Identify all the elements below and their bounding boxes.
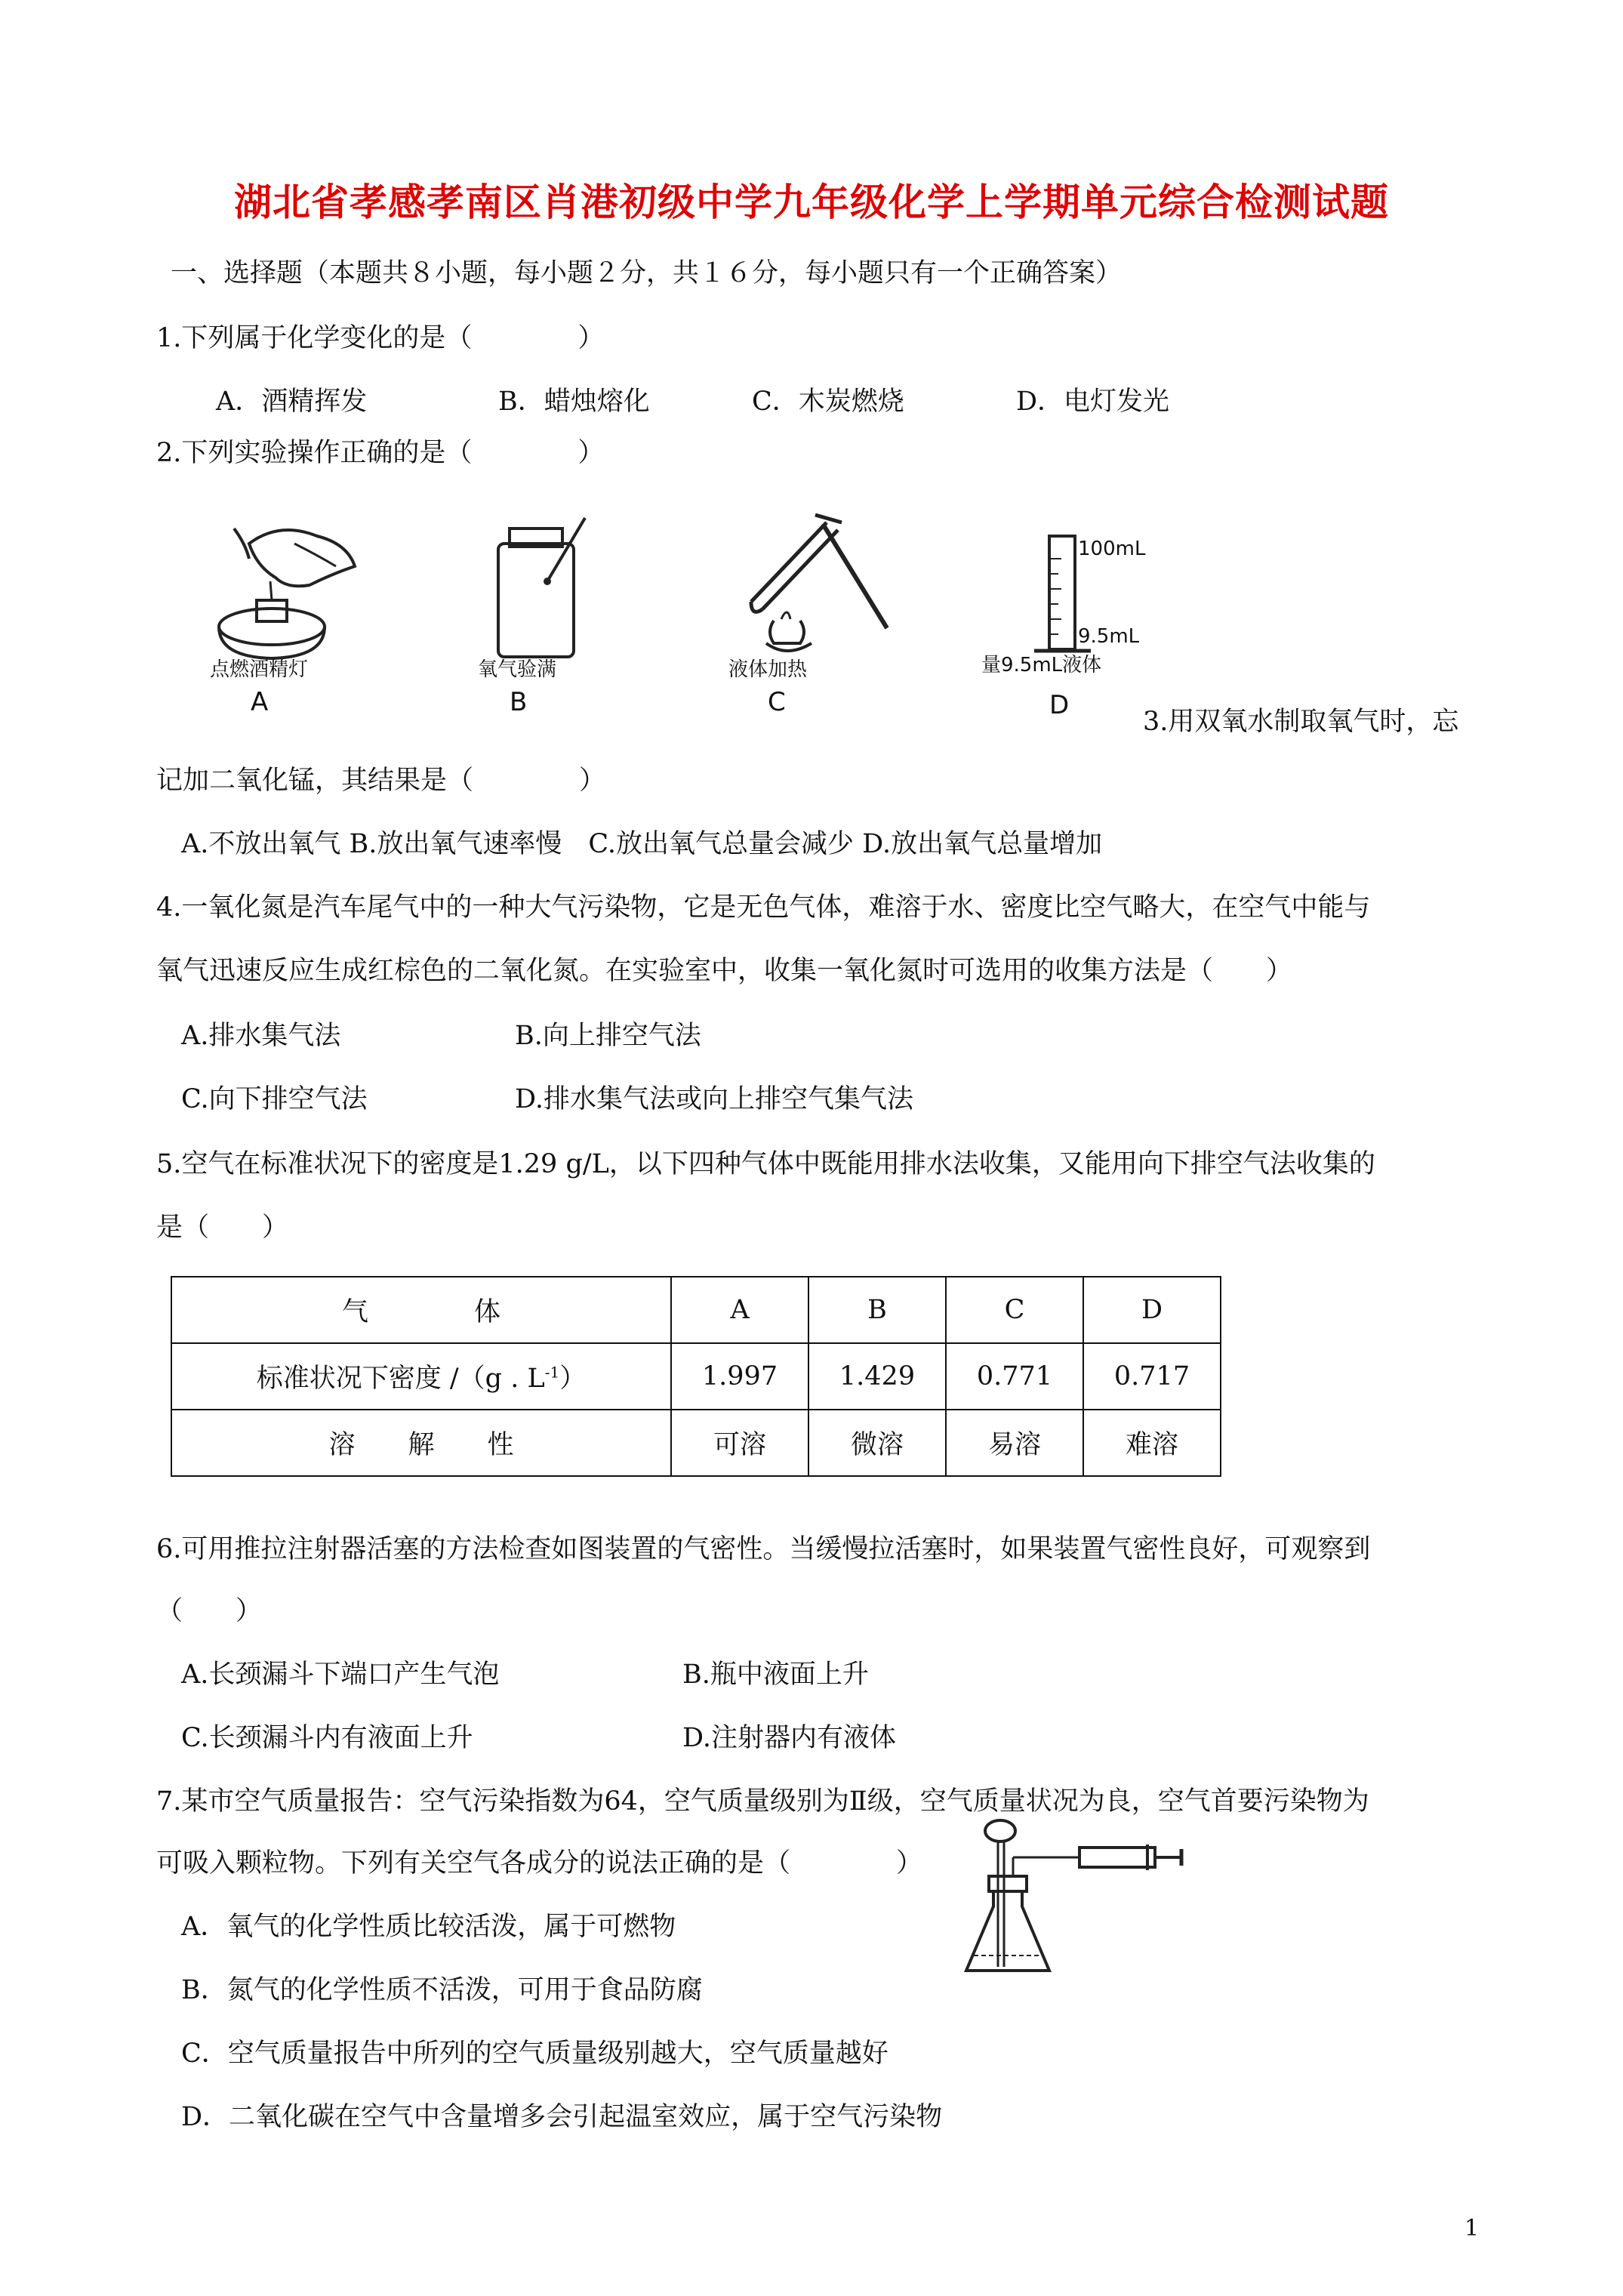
question-7-stem-line1: 7.某市空气质量报告：空气污染指数为64，空气质量级别为Ⅱ级，空气质量状况为良，空气首要污染物为 [156,1786,1369,1817]
question-5-stem-line2: 是（ ） [156,1213,289,1243]
question-4-option-b: B.向上排空气法 [515,1021,701,1051]
table-row [171,1410,1221,1476]
density-label-close: ） [559,1364,587,1394]
cylinder-top-label: 100mL [1078,538,1146,560]
figure-c-letter: C [768,687,786,717]
figure-a-caption: 点燃酒精灯 [210,658,309,681]
density-unit-exponent: -1 [544,1363,560,1382]
test-tube-heating-icon [728,507,902,666]
alcohol-lamp-icon [204,513,370,725]
table-cell: D [1083,1277,1221,1343]
table-cell: 1.997 [671,1343,808,1410]
question-7-option-b: B．氮气的化学性质不活泼，可用于食品防腐 [181,1975,703,2005]
question-7-option-d: D．二氧化碳在空气中含量增多会引起温室效应，属于空气污染物 [181,2102,943,2132]
question-6-stem-line2: （ ） [156,1596,263,1626]
page-number: 1 [1464,2215,1480,2242]
question-1-stem: 1.下列属于化学变化的是（ ） [156,323,605,353]
table-cell: 1.429 [808,1343,946,1410]
figure-c-caption: 液体加热 [728,658,808,681]
figure-b-letter: B [510,687,528,717]
question-6-stem-line1: 6.可用推拉注射器活塞的方法检查如图装置的气密性。当缓慢拉活塞时，如果装置气密性良好，可观察到 [156,1534,1371,1564]
table-cell: 易溶 [946,1410,1083,1476]
figure-b-gas-bottle [472,513,608,717]
table-cell: A [671,1277,808,1343]
question-5-stem-line1: 5.空气在标准状况下的密度是1.29 g/L，以下四种气体中既能用排水法收集，又能用向下排空气法收集的 [156,1149,1375,1179]
figure-b-caption: 氧气验满 [478,658,557,681]
question-7-stem-line2: 可吸入颗粒物。下列有关空气各成分的说法正确的是（ ） [156,1848,923,1878]
question-6-option-d: D.注射器内有液体 [682,1723,896,1753]
question-6-option-c: C.长颈漏斗内有液面上升 [181,1723,473,1753]
table-header-row [171,1277,1221,1343]
question-1-option-c: C．木炭燃烧 [752,387,904,417]
table-cell: 微溶 [808,1410,946,1476]
table-cell: 难溶 [1083,1410,1221,1476]
question-7-option-a: A．氧气的化学性质比较活泼，属于可燃物 [181,1912,676,1942]
question-4-stem-line2: 氧气迅速反应生成红棕色的二氧化氮。在实验室中，收集一氧化氮时可选用的收集方法是（ ） [156,956,1293,986]
question-3-stem-start: 3.用双氧水制取氧气时，忘 [1143,707,1459,737]
question-4-option-a: A.排水集气法 [181,1021,341,1051]
figure-d-graduated-cylinder [974,529,1155,720]
cylinder-mark-label: 9.5mL [1078,625,1140,648]
flask-syringe-icon [959,1816,1193,1974]
table-cell: 溶 解 性 [171,1410,671,1476]
figure-a-alcohol-lamp [204,513,370,725]
question-1-option-a: A．酒精挥发 [216,387,368,417]
figure-d-letter: D [1049,690,1070,720]
question-3-options: A.不放出氧气 B.放出氧气速率慢 C.放出氧气总量会减少 D.放出氧气总量增加 [181,829,1103,859]
question-4-option-d: D.排水集气法或向上排空气集气法 [515,1084,913,1114]
table-cell: C [946,1277,1083,1343]
table-cell: 气 体 [171,1277,671,1343]
question-4-stem-line1: 4.一氧化氮是汽车尾气中的一种大气污染物，它是无色气体，难溶于水、密度比空气略大，在空气中能与 [156,892,1371,923]
figure-d-caption: 量9.5mL液体 [981,654,1102,676]
figure-c-test-tube-heating [728,507,902,717]
table-cell: B [808,1277,946,1343]
table-cell: 0.717 [1083,1343,1221,1410]
question-1-option-b: B．蜡烛熔化 [498,387,650,417]
flask-syringe-figure [959,1816,1193,1974]
table-cell: 可溶 [671,1410,808,1476]
question-2-stem: 2.下列实验操作正确的是（ ） [156,438,605,468]
table-cell: 0.771 [946,1343,1083,1410]
question-3-stem-end: 记加二氧化锰，其结果是（ ） [156,766,606,796]
question-6-option-b: B.瓶中液面上升 [682,1660,869,1690]
question-4-option-c: C.向下排空气法 [181,1084,368,1114]
page-title: 湖北省孝感孝南区肖港初级中学九年级化学上学期单元综合检测试题 [234,180,1389,224]
question-1-option-d: D．电灯发光 [1016,387,1170,417]
question-7-option-c: C．空气质量报告中所列的空气质量级别越大，空气质量越好 [181,2039,888,2069]
figure-a-letter: A [251,687,269,717]
section-heading: 一、选择题（本题共８小题，每小题２分，共１６分，每小题只有一个正确答案） [171,258,1123,288]
table-cell [171,1343,671,1410]
question-6-option-a: A.长颈漏斗下端口产生气泡 [181,1660,500,1690]
gas-properties-table [171,1276,1221,1477]
table-row [171,1343,1221,1410]
density-label: 标准状况下密度 /（g . L [256,1364,545,1394]
gas-bottle-icon [472,513,608,664]
